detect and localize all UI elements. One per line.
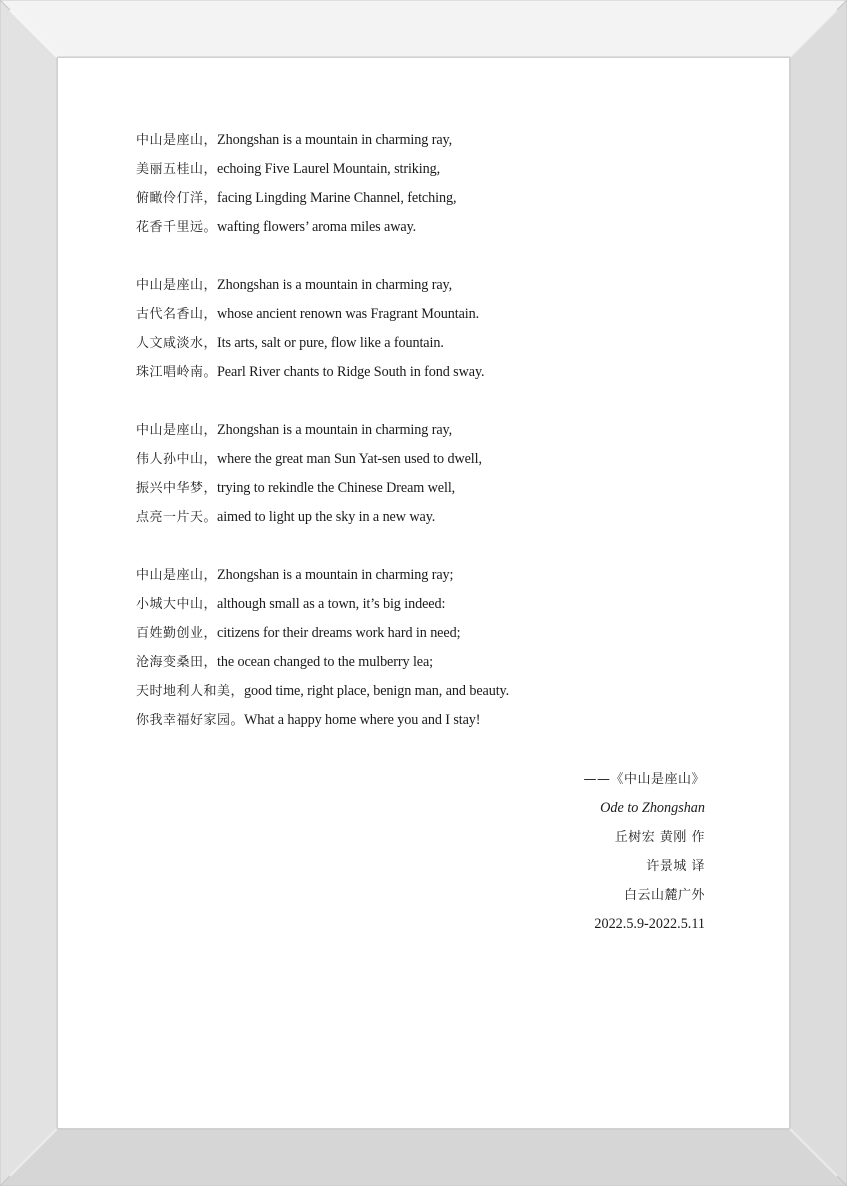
line-chinese: 振兴中华梦，: [136, 481, 218, 496]
line-chinese: 中山是座山，: [136, 133, 218, 148]
line-chinese: 伟人孙中山，: [136, 452, 218, 467]
line-english: Pearl River chants to Ridge South in fond sway.: [217, 364, 485, 380]
line-chinese: 花香千里远。: [136, 220, 218, 235]
line-english: Zhongshan is a mountain in charming ray,: [217, 277, 453, 293]
poem-line: [136, 300, 696, 329]
line-chinese: 古代名香山，: [136, 307, 218, 322]
stanza-1: [136, 126, 696, 242]
line-english: facing Lingding Marine Channel, fetching,: [217, 190, 457, 206]
poem-line: [136, 619, 696, 648]
poem-line: [136, 561, 696, 590]
line-chinese: 中山是座山，: [136, 568, 218, 583]
poem-title-chinese: ——《中山是座山》: [583, 772, 705, 787]
line-english: What a happy home where you and I stay!: [244, 712, 481, 728]
line-chinese: 中山是座山，: [136, 423, 218, 438]
line-chinese: 百姓勤创业，: [136, 626, 218, 641]
line-english: although small as a town, it’s big indeed:: [217, 596, 446, 612]
attribution-block: [583, 765, 705, 939]
poem-line: [136, 271, 696, 300]
line-english: the ocean changed to the mulberry lea;: [217, 654, 434, 670]
line-chinese: 点亮一片天。: [136, 510, 218, 525]
poem-line: [136, 706, 696, 735]
poem-line: [136, 213, 696, 242]
line-chinese: 小城大中山，: [136, 597, 218, 612]
poem-title-english: Ode to Zhongshan: [600, 800, 705, 816]
authors: 丘树宏 黄刚 作: [614, 830, 705, 845]
translator: 许景城 译: [646, 859, 705, 874]
poem-line: [136, 184, 696, 213]
poem-line: [136, 677, 696, 706]
line-english: trying to rekindle the Chinese Dream well,: [217, 480, 456, 496]
line-english: Zhongshan is a mountain in charming ray;: [217, 567, 454, 583]
poem-line: [136, 503, 696, 532]
line-chinese: 你我幸福好家园。: [136, 713, 245, 728]
poem-page: [57, 57, 790, 1129]
poem-line: [136, 416, 696, 445]
poem-line: [136, 474, 696, 503]
line-english: Zhongshan is a mountain in charming ray,: [217, 422, 453, 438]
line-chinese: 珠江唱岭南。: [136, 365, 218, 380]
poem-line: [136, 445, 696, 474]
line-english: Zhongshan is a mountain in charming ray,: [217, 132, 453, 148]
poem-line: [136, 648, 696, 677]
line-chinese: 中山是座山，: [136, 278, 218, 293]
line-chinese: 人文咸淡水，: [136, 336, 218, 351]
line-chinese: 俯瞰伶仃洋，: [136, 191, 218, 206]
line-english: where the great man Sun Yat-sen used to dwell,: [217, 451, 482, 467]
poem-line: [136, 590, 696, 619]
poem-line: [136, 126, 696, 155]
line-chinese: 沧海变桑田，: [136, 655, 218, 670]
poem-line: [136, 358, 696, 387]
line-english: citizens for their dreams work hard in need;: [217, 625, 461, 641]
stanza-3: [136, 416, 696, 532]
line-english: wafting flowers’ aroma miles away.: [217, 219, 417, 235]
place: 白云山麓广外: [623, 888, 705, 903]
poem-line: [136, 155, 696, 184]
date: 2022.5.9-2022.5.11: [594, 916, 705, 932]
line-english: good time, right place, benign man, and beauty.: [244, 683, 510, 699]
line-english: whose ancient renown was Fragrant Mountain.: [217, 306, 480, 322]
line-english: Its arts, salt or pure, flow like a fountain.: [217, 335, 444, 351]
line-english: aimed to light up the sky in a new way.: [217, 509, 436, 525]
line-chinese: 天时地利人和美，: [136, 684, 245, 699]
stanza-4: [136, 561, 696, 735]
line-english: echoing Five Laurel Mountain, striking,: [217, 161, 441, 177]
poem-line: [136, 329, 696, 358]
line-chinese: 美丽五桂山，: [136, 162, 218, 177]
stanza-2: [136, 271, 696, 387]
poem-body: [136, 126, 696, 764]
